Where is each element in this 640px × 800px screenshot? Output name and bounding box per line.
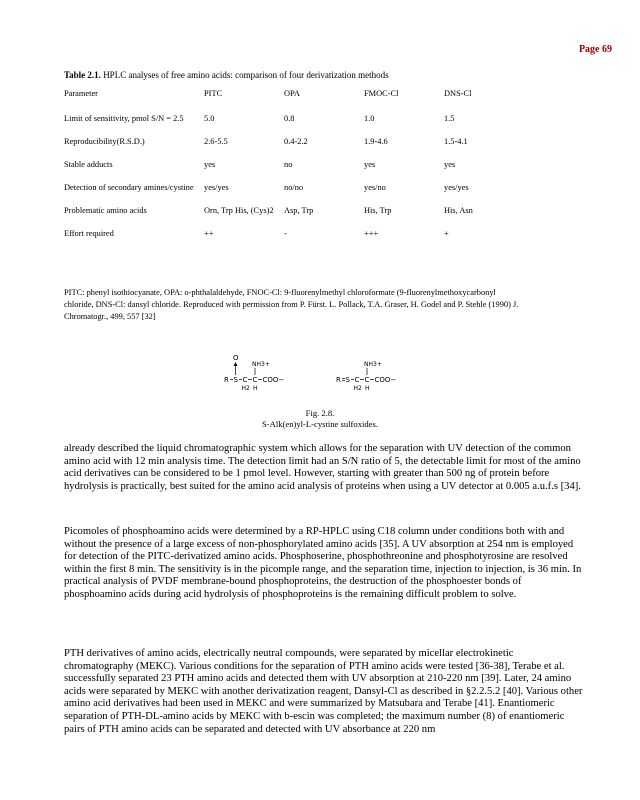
table-cell: Detection of secondary amines/cystine [64,183,194,192]
table-cell: yes [444,160,456,169]
carboxylate-label: COO− [262,376,285,384]
carbon-atom: C [354,376,360,384]
table-row [64,182,544,205]
header-cell: OPA [284,89,300,98]
table-row [64,205,544,228]
table-cell: +++ [364,229,379,238]
header-cell: Parameter [64,89,98,98]
figure-label: Fig. 2.8. [305,408,335,418]
table-cell: ++ [204,229,214,238]
carbon-atom: C [252,376,258,384]
table-cell: Asp, Trp [284,206,314,215]
paragraph-1: already described the liquid chromatographic system which allows for the separation with UV detection of the common amino acid with 12 min analysis time. The detection limit had an S/N ratio of 5, the detectable limit for most of the amino acid derivatives can be considered to be 1 pmol level. However, starting with greater than 500 ng of protein before hydrolysis is practically, best suited for the amino acid analysis of proteins when using a UV detector at 0.005 a.u.f.s [34]. [64,443,581,492]
table-cell: 2.6-5.5 [204,137,228,146]
header-cell: DNS-Cl [444,89,472,98]
structure-right [336,361,396,392]
table-cell: 0.4-2.2 [284,137,308,146]
table-cell: yes/yes [444,183,469,192]
table-cell: Problematic amino acids [64,206,147,215]
structure-left [224,354,284,392]
table-row [64,228,544,251]
carbon-atom: C [364,376,370,384]
table-cell: His, Asn [444,206,473,215]
h-label: H [365,385,370,392]
table-cell: yes/no [364,183,386,192]
carbon-atom: C [242,376,248,384]
header-cell: FMOC-Cl [364,89,399,98]
page-number: Page 69 [578,44,612,55]
hplc-table [64,88,544,251]
table-row [64,136,544,159]
table-row [64,113,544,136]
h2-label: H2 [241,385,250,392]
table-cell: Limit of sensitivity, pmol S/N = 2.5 [64,114,184,123]
table-cell: Reproducibility(R.S.D.) [64,137,145,146]
table-cell: Stable adducts [64,160,113,169]
table-cell: 1.5 [444,114,455,123]
table-caption-label: Table 2.1. [64,70,101,80]
table-cell: 1.9-4.6 [364,137,388,146]
sulfur-atom: S [233,376,238,384]
header-cell: PITC [204,89,223,98]
table-footnote: PITC: phenyl isothiocyanate, OPA: o-phthalaldehyde, FNOC-Cl: 9-fluorenylmethyl chloroformate (9-fluorenylmethoxycarbonyl chloride, DNS-Cl: dansyl chloride. Reproduced with permission from P. Fürst. L. Pollack, T.A. Graser, H. Godel and P. Stehle (1990) J. Chromatogr., 499, 557 [32] [64,288,519,321]
nh3-label: NH3+ [252,361,270,368]
arrow-head [234,362,238,366]
paragraph-3: PTH derivatives of amino acids, electrically neutral compounds, were separated by micellar electrokinetic chromatography (MEKC). Various conditions for the separation of PTH amino acids were tested [36-38], Terabe et al. successfully separated 23 PTH amino acids and detected them with UV absorption at 210-220 nm [39]. Later, 24 amino acids were separated by MEKC with another derivatization reagent, Dansyl-Cl as described in §2.2.5.2 [40]. Various other amino acid derivatives had been used in MEKC and were summarized by Matsubara and Terabe [41]. Enantiomeric separation of PTH-DL-amino acids by MEKC with b-escin was completed; the maximum number (8) of enantiomeric pairs of PTH amino acids can be separated and detected with UV absorbance at 220 nm [64,648,583,735]
table-cell: yes [204,160,216,169]
chemical-structure-figure [224,353,414,399]
figure-title: S-Alk(en)yl-L-cystine sulfoxides. [262,419,378,429]
table-cell: 1.0 [364,114,375,123]
table-cell: Orn, Trp His, (Cys)2 [204,206,274,215]
table-cell: yes/yes [204,183,229,192]
h-label: H [253,385,258,392]
sulfur-atom: S [345,376,350,384]
carboxylate-label: COO− [374,376,397,384]
table-cell: 0.8 [284,114,295,123]
table-cell: no/no [284,183,304,192]
table-row [64,159,544,182]
r-group: R [224,376,229,384]
table-cell: no [284,160,293,169]
table-cell: His, Trp [364,206,392,215]
h2-label: H2 [353,385,362,392]
table-cell: 5.0 [204,114,215,123]
table-caption-text: HPLC analyses of free amino acids: comparison of four derivatization methods [100,70,389,80]
table-cell: + [444,229,449,238]
table-cell: 1.5-4.1 [444,137,468,146]
r-group: R [336,376,341,384]
table-caption [64,70,389,80]
table-cell: yes [364,160,376,169]
oxygen-atom: O [233,354,239,362]
table-cell: Effort required [64,229,114,238]
nh3-label: NH3+ [364,361,382,368]
table-header-row [64,88,544,113]
table-cell: - [284,229,287,238]
paragraph-2: Picomoles of phosphoamino acids were determined by a RP-HPLC using C18 column under conditions both with and without the presence of a large excess of non-phosphorylated amino acids [35]. A UV absorption at 254 nm is employed for detection of the PITC-derivatized amino acids. Phosphoserine, phosphothreonine and phosphotyrosine are resolved within the first 8 min. The sensitivity is in the picomple range, and the separation time, injection to injection, is 36 min. In practical analysis of PVDF membrane-bound phosphoproteins, the destruction of the phosphoester bonds of phosphoamino acids during acid hydrolysis of phosphoproteins is the remaining difficult problem to solve. [64,526,582,600]
